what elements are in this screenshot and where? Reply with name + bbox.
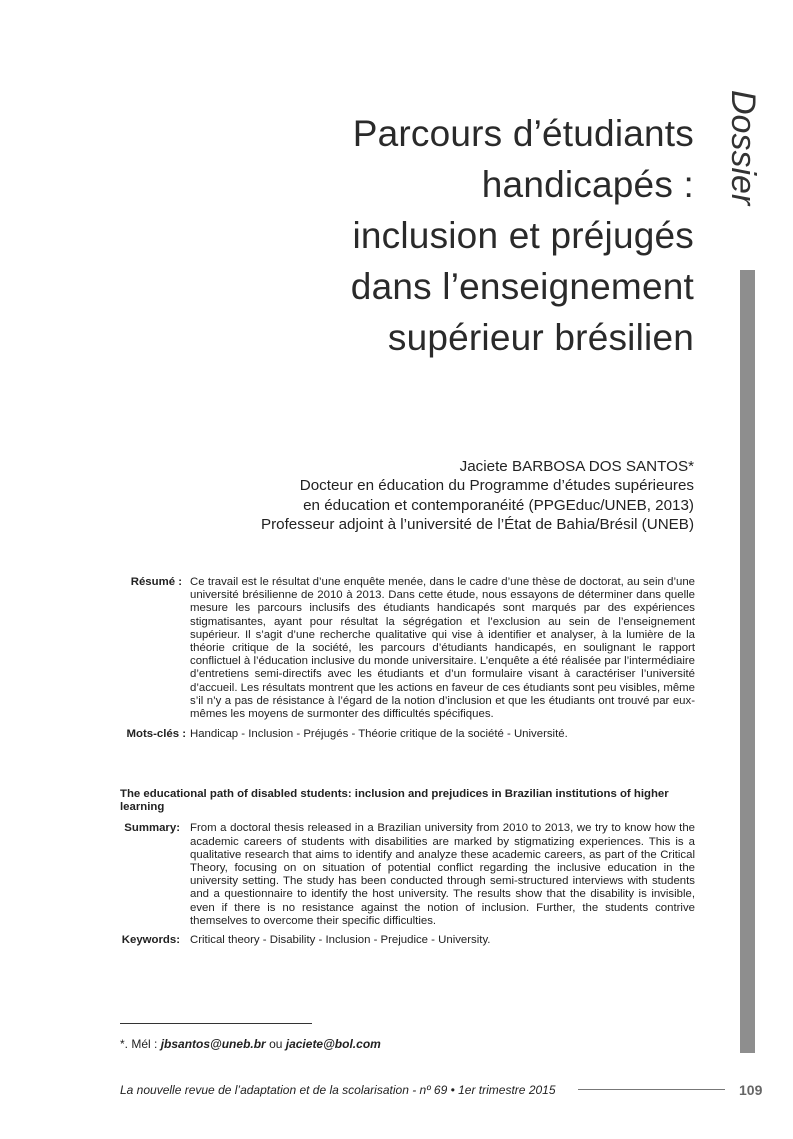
page-number: 109 xyxy=(739,1082,763,1098)
side-bar xyxy=(740,270,755,1053)
author-block xyxy=(134,457,694,534)
footnote-email-2[interactable]: jaciete@bol.com xyxy=(285,1037,381,1051)
footer-line xyxy=(578,1089,725,1090)
mots-cles-text: Handicap - Inclusion - Préjugés - Théorie critique de la société - Université. xyxy=(190,728,568,741)
resume-text: Ce travail est le résultat d’une enquête menée, dans le cadre d’une thèse de doctorat, au sein d’une université brésilienne de 2010 à 2013. Dans cette étude, nous essayons de déterminer dans quelle mesure les parcours inclusifs des étudiants handicapés sont marqués par des expériences stigmatisantes, ayant pour résultat la ségrégation et l’exclusion au sein de l’enseignement supérieur. Il s’agit d’une recherche qualitative qui vise à identifier et analyser, à la lumière de la théorie critique de la société, les parcours d’étudiants handicapés, en soulignant le rapport conflictuel à l’éducation inclusive du monde universitaire. L’enquête a été réalisée par l’intermédiaire d’entretiens semi-directifs avec les étudiants et d’un formulaire visant à caractériser l’université d’accueil. Les résultats montrent que les actions en faveur de ces étudiants sont peu visibles, même s’il n’y a pas de résistance à l’égard de la notion d’inclusion et que les étudiants ont trouvé par eux-mêmes les moyens de surmonter des difficultés spécifiques. xyxy=(190,576,695,721)
author-affiliation: Professeur adjoint à l’université de l’État de Bahia/Brésil (UNEB) xyxy=(260,515,694,533)
summary-text: From a doctoral thesis released in a Brazilian university from 2010 to 2013, we try to know how the academic careers of students with disabilities are marked by stigmatizing experiences. This is a qualitative research that aims to identify and analyze these academic careers, as part of the Critical Theory, focusing on on situation of potential conflict regarding the inclusive education in the university setting. The study has been conducted through semi-structured interviews with students and a questionnaire to identify the host university. The results show that the disability is invisible, even if there is no resistance against the notion of inclusion. Further, the students contrive themselves to overcome their specific difficulties. xyxy=(190,822,695,927)
title-line: supérieur brésilien xyxy=(387,317,694,358)
author-affiliation: en éducation et contemporanéité (PPGEduc/UNEB, 2013) xyxy=(303,496,694,514)
keywords-label: Keywords: xyxy=(121,934,180,947)
keywords-row xyxy=(120,934,695,947)
keywords-text: Critical theory - Disability - Inclusion - Prejudice - University. xyxy=(190,934,491,947)
resume-row xyxy=(120,576,695,721)
footnote xyxy=(120,1037,381,1051)
title-line: Parcours d’étudiants xyxy=(352,113,694,154)
mots-cles-row xyxy=(120,728,695,741)
title-line: dans l’enseignement xyxy=(350,266,694,307)
title-line: handicapés : xyxy=(481,164,694,205)
summary-row xyxy=(120,822,695,928)
running-footer: La nouvelle revue de l’adaptation et de la scolarisation - nº 69 • 1er trimestre 2015 xyxy=(120,1083,556,1097)
footnote-prefix: *. Mél : xyxy=(120,1037,161,1051)
summary-label: Summary: xyxy=(124,822,180,835)
section-tag xyxy=(722,90,762,220)
abstract-fr xyxy=(120,576,695,741)
section-tag-label: Dossier xyxy=(724,90,762,206)
title-line: inclusion et préjugés xyxy=(352,215,694,256)
mots-cles-label: Mots-clés : xyxy=(126,728,186,741)
article-title xyxy=(174,108,694,363)
resume-label: Résumé : xyxy=(130,576,182,588)
footnote-email-1[interactable]: jbsantos@uneb.br xyxy=(160,1037,266,1051)
footnote-separator: ou xyxy=(265,1037,286,1051)
author-name: Jaciete BARBOSA DOS SANTOS* xyxy=(459,458,694,475)
english-title: The educational path of disabled students: inclusion and prejudices in Brazilian institutions of higher learning xyxy=(120,788,669,814)
footnote-rule xyxy=(120,1023,312,1024)
abstract-en xyxy=(120,788,695,947)
author-affiliation: Docteur en éducation du Programme d’études supérieures xyxy=(299,477,694,495)
